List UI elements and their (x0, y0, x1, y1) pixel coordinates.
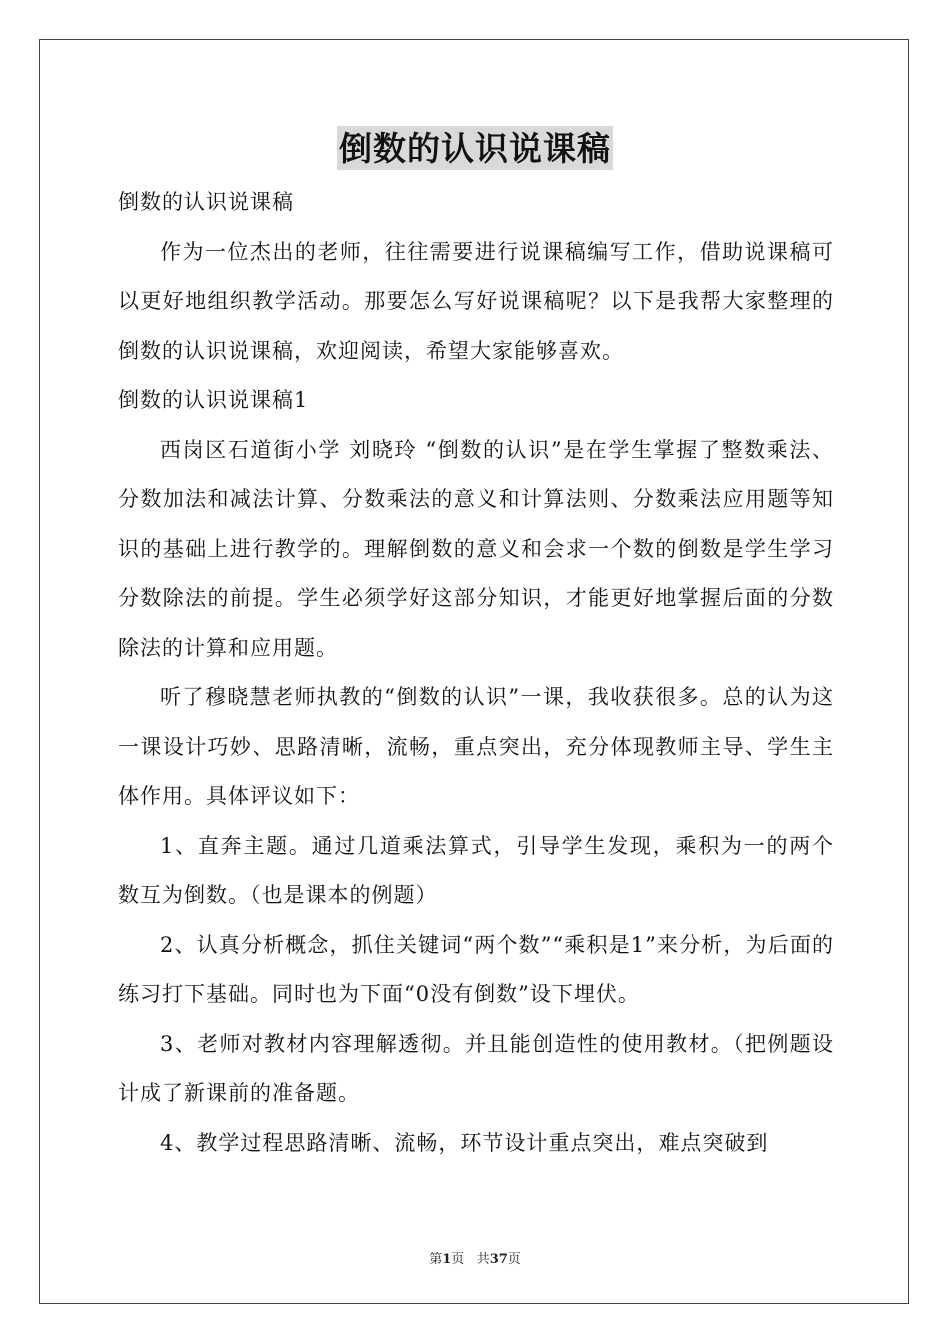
footer-prefix: 第 (429, 1252, 443, 1267)
document-body (118, 178, 834, 1168)
footer-page-suffix: 页 (451, 1252, 465, 1267)
body-paragraph: 2、认真分析概念，抓住关键词“两个数”“乘积是1”来分析，为后面的练习打下基础。同时也为下面“0没有倒数”设下埋伏。 (118, 932, 834, 1006)
body-paragraph: 作为一位杰出的老师，往往需要进行说课稿编写工作，借助说课稿可以更好地组织教学活动。那要怎么写好说课稿呢？以下是我帮大家整理的倒数的认识说课稿，欢迎阅读，希望大家能够喜欢。 (118, 239, 834, 363)
title-area (0, 126, 950, 170)
footer-total-pages: 37 (489, 1252, 508, 1267)
page-title: 倒数的认识说课稿 (337, 126, 613, 170)
body-paragraph: 3、老师对教材内容理解透彻。并且能创造性的使用教材。（把例题设计成了新课前的准备题。 (118, 1031, 834, 1105)
body-paragraph: 西岗区石道街小学 刘晓玲 “倒数的认识”是在学生掌握了整数乘法、分数加法和减法计算、分数乘法的意义和计算法则、分数乘法应用题等知识的基础上进行教学的。理解倒数的意义和会求一个数的倒数是学生学习分数除法的前提。学生必须学好这部分知识，才能更好地掌握后面的分数除法的计算和应用题。 (118, 437, 834, 660)
footer-total-suffix: 页 (507, 1252, 521, 1267)
footer-total-prefix: 共 (476, 1252, 490, 1267)
body-paragraph: 听了穆晓慧老师执教的“倒数的认识”一课，我收获很多。总的认为这一课设计巧妙、思路清晰，流畅，重点突出，充分体现教师主导、学生主体作用。具体评议如下： (118, 685, 834, 808)
body-paragraph: 4、教学过程思路清晰、流畅，环节设计重点突出，难点突破到 (160, 1130, 769, 1155)
page-footer (0, 1248, 950, 1267)
body-paragraph: 1、直奔主题。通过几道乘法算式，引导学生发现，乘积为一的两个数互为倒数。（也是课本的例题） (118, 833, 834, 907)
section-heading: 倒数的认识说课稿1 (118, 388, 309, 412)
footer-page-number: 1 (442, 1252, 452, 1267)
section-heading: 倒数的认识说课稿 (118, 190, 294, 214)
